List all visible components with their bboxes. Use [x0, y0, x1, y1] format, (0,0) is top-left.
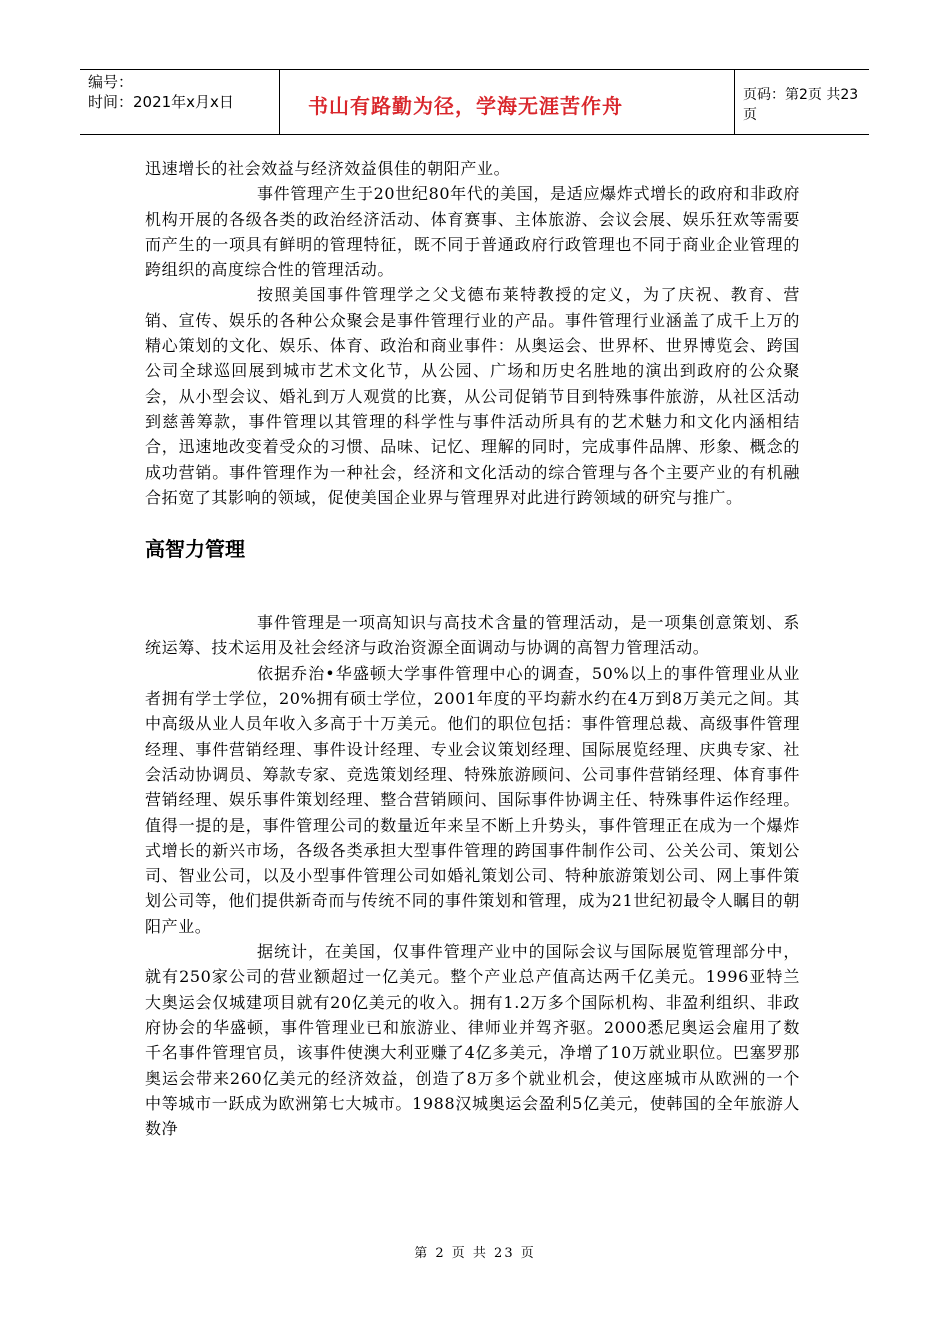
page-header — [80, 69, 869, 135]
page-info-text: 页码：第2页 共23页 — [743, 87, 859, 123]
paragraph-origin: 事件管理产生于20世纪80年代的美国，是适应爆炸式增长的政府和非政府机构开展的各级各类的政治经济活动、体育赛事、主体旅游、会议会展、娱乐狂欢等需要而产生的一项具有鲜明的管理特征，既不同于普通政府行政管理也不同于商业企业管理的跨组织的高度综合性的管理活动。 — [145, 184, 800, 280]
header-page-info — [735, 70, 869, 134]
header-meta — [80, 70, 280, 134]
header-motto — [280, 70, 735, 134]
paragraph-intellectual: 事件管理是一项高知识与高技术含量的管理活动，是一项集创意策划、系统运筹、技术运用及社会经济与政治资源全面调动与协调的高智力管理活动。 — [145, 613, 800, 658]
motto-text: 书山有路勤为径，学海无涯苦作舟 — [308, 93, 623, 118]
section-heading: 高智力管理 — [145, 537, 245, 562]
paragraph-statistics: 据统计，在美国，仅事件管理产业中的国际会议与国际展览管理部分中，就有250家公司的营业额超过一亿美元。整个产业总产值高达两千亿美元。1996亚特兰大奥运会仅城建项目就有20亿美元的收入。拥有1.2万多个国际机构、非盈利组织、非政府协会的华盛顿，事件管理业已和旅游业、律师业并驾齐驱。2000悉尼奥运会雇用了数千名事件管理官员，该事件使澳大利亚赚了4亿多美元，净增了10万就业职位。巴塞罗那奥运会带来260亿美元的经济效益，创造了8万多个就业机会，使这座城市从欧洲的一个中等城市一跃成为欧洲第七大城市。1988汉城奥运会盈利5亿美元，使韩国的全年旅游人数净 — [145, 942, 800, 1139]
paragraph-definition: 按照美国事件管理学之父戈德布莱特教授的定义，为了庆祝、教育、营销、宣传、娱乐的各种公众聚会是事件管理行业的产品。事件管理行业涵盖了成千上万的精心策划的文化、娱乐、体育、政治和商业事件：从奥运会、世界杯、世界博览会、跨国公司全球巡回展到城市艺术文化节，从公园、广场和历史名胜地的演出到政府的公众聚会，从小型会议、婚礼到万人观赏的比赛，从公司促销节目到特殊事件旅游，从社区活动到慈善筹款，事件管理以其管理的科学性与事件活动所具有的艺术魅力和文化内涵相结合，迅速地改变着受众的习惯、品味、记忆、理解的同时，完成事件品牌、形象、概念的成功营销。事件管理作为一种社会，经济和文化活动的综合管理与各个主要产业的有机融合拓宽了其影响的领域，促使美国企业界与管理界对此进行跨领域的研究与推广。 — [145, 285, 800, 507]
paragraph-continuation: 迅速增长的社会效益与经济效益俱佳的朝阳产业。 — [145, 159, 511, 178]
document-number-label: 编号： — [88, 73, 134, 91]
page-footer: 第 2 页 共 23 页 — [414, 1246, 536, 1261]
document-time-label: 时间：2021年x月x日 — [88, 93, 234, 111]
document-body — [145, 156, 800, 1141]
paragraph-survey: 依据乔治•华盛顿大学事件管理中心的调查，50%以上的事件管理业从业者拥有学士学位，20%拥有硕士学位，2001年度的平均薪水约在4万到8万美元之间。其中高级从业人员年收入多高于十万美元。他们的职位包括：事件管理总裁、高级事件管理经理、事件营销经理、事件设计经理、专业会议策划经理、国际展览经理、庆典专家、社会活动协调员、筹款专家、竞选策划经理、特殊旅游顾问、公司事件营销经理、体育事件营销经理、娱乐事件策划经理、整合营销顾问、国际事件协调主任、特殊事件运作经理。值得一提的是，事件管理公司的数量近年来呈不断上升势头，事件管理正在成为一个爆炸式增长的新兴市场，各级各类承担大型事件管理的跨国事件制作公司、公关公司、策划公司、智业公司，以及小型事件管理公司如婚礼策划公司、特种旅游策划公司、网上事件策划公司等，他们提供新奇而与传统不同的事件策划和管理，成为21世纪初最令人瞩目的朝阳产业。 — [145, 663, 800, 936]
